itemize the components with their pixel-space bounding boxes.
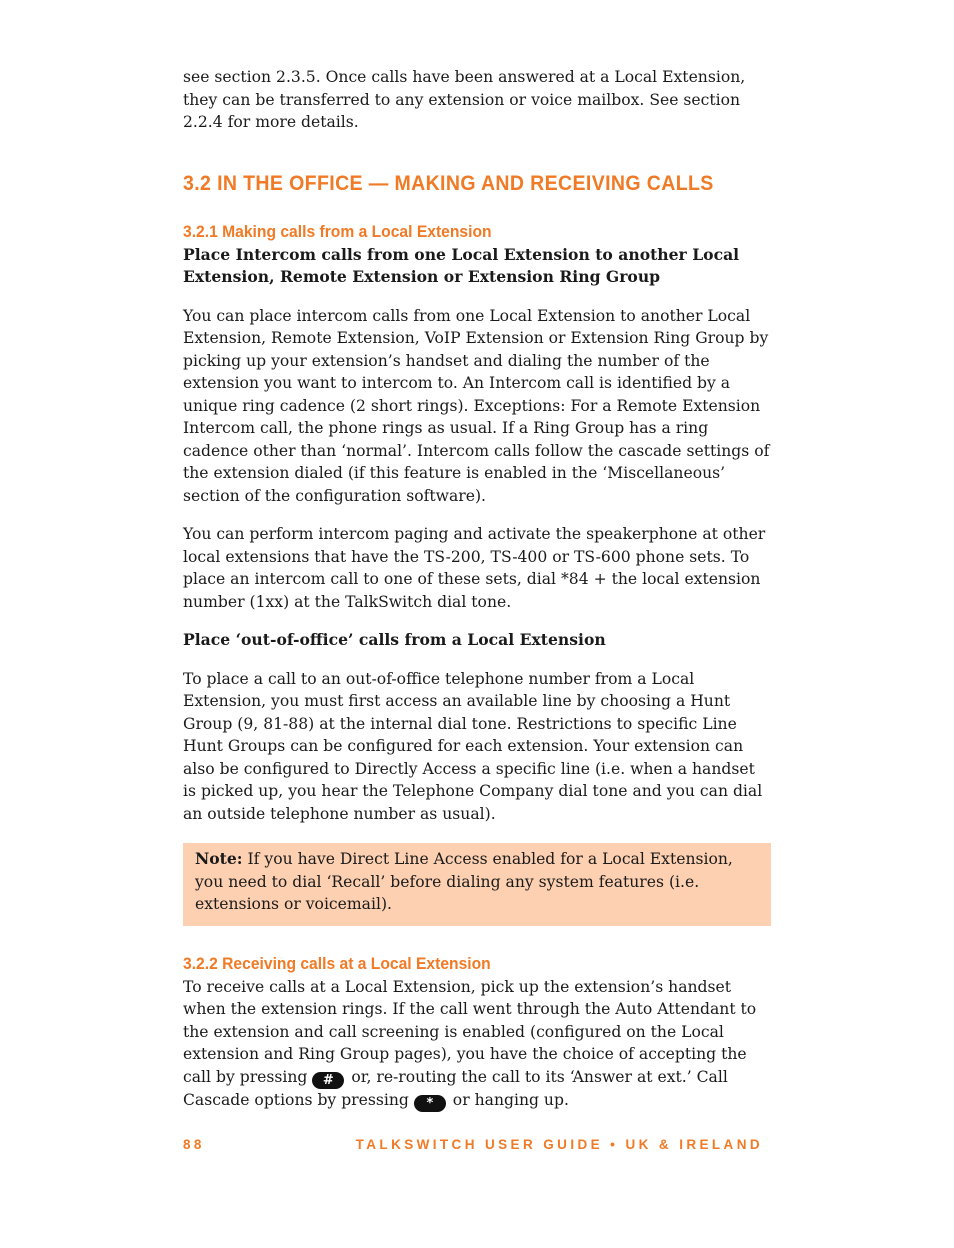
intro-paragraph: see section 2.3.5. Once calls have been answered at a Local Extension, they can be transferred to any extension or voice mailbox. See section 2.2.4 for more details. bbox=[183, 68, 746, 131]
note-body: If you have Direct Line Access enabled for a Local Extension, you need to dial ‘Recall’ before dialing any system features (i.e. extensions or voicemail). bbox=[195, 850, 733, 913]
subsection-heading-receiving-calls: 3.2.2 Receiving calls at a Local Extension bbox=[183, 953, 491, 973]
paragraph-paging: You can perform intercom paging and activate the speakerphone at other local extensions that have the TS-200, TS-400 or TS-600 phone sets. To place an intercom call to one of these sets, dial *84 + the local extension number (1xx) at the TalkSwitch dial tone. bbox=[183, 525, 766, 611]
note-text bbox=[195, 848, 759, 916]
hash-key-icon: # bbox=[312, 1072, 344, 1089]
page-number: 88 bbox=[183, 1137, 205, 1152]
star-key-icon: * bbox=[414, 1095, 446, 1112]
receiving-text-part3: or hanging up. bbox=[447, 1090, 569, 1109]
note-label: Note: bbox=[195, 849, 243, 868]
paragraph-out-of-office: To place a call to an out-of-office telephone number from a Local Extension, you must first access an available line by choosing a Hunt Group (9, 81-88) at the internal dial tone. Restrictions to specific Line Hunt Groups can be configured for each extension. Your extension can also be configured to Directly Access a specific line (i.e. when a handset is picked up, you hear the Telephone Company dial tone and you can dial an outside telephone number as usual). bbox=[183, 669, 763, 823]
note-box bbox=[183, 843, 771, 926]
page-content bbox=[183, 66, 771, 1112]
bold-subheading-intercom: Place Intercom calls from one Local Extension to another Local Extension, Remote Extension or Extension Ring Group bbox=[183, 244, 740, 286]
receiving-text-part2: or, re-routing the call to its ‘Answer at ext.’ Call Cascade options by pressing bbox=[183, 1067, 728, 1109]
paragraph-receiving bbox=[183, 976, 771, 1112]
section-heading: 3.2 IN THE OFFICE — MAKING AND RECEIVING CALLS bbox=[183, 171, 714, 195]
bold-subheading-out-of-office: Place ‘out-of-office’ calls from a Local Extension bbox=[183, 630, 606, 649]
receiving-text-part1: To receive calls at a Local Extension, pick up the extension’s handset when the extension rings. If the call went through the Auto Attendant to the extension and call screening is enabled (configured on the Local extension and Ring Group pages), you have the choice of accepting the call by pressing bbox=[183, 977, 757, 1086]
subsection-heading-making-calls: 3.2.1 Making calls from a Local Extension bbox=[183, 221, 492, 241]
paragraph-intercom: You can place intercom calls from one Local Extension to another Local Extension, Remote Extension, VoIP Extension or Extension Ring Group by picking up your extension’s handset and dialing the number of the extension you want to intercom to. An Intercom call is identified by a unique ring cadence (2 short rings). Exceptions: For a Remote Extension Intercom call, the phone rings as usual. If a Ring Group has a ring cadence other than ‘normal’. Intercom calls follow the cascade settings of the extension dialed (if this feature is enabled in the ‘Miscellaneous’ section of the configuration software). bbox=[183, 306, 770, 505]
footer-title: TALKSWITCH USER GUIDE • UK & IRELAND bbox=[355, 1137, 763, 1152]
